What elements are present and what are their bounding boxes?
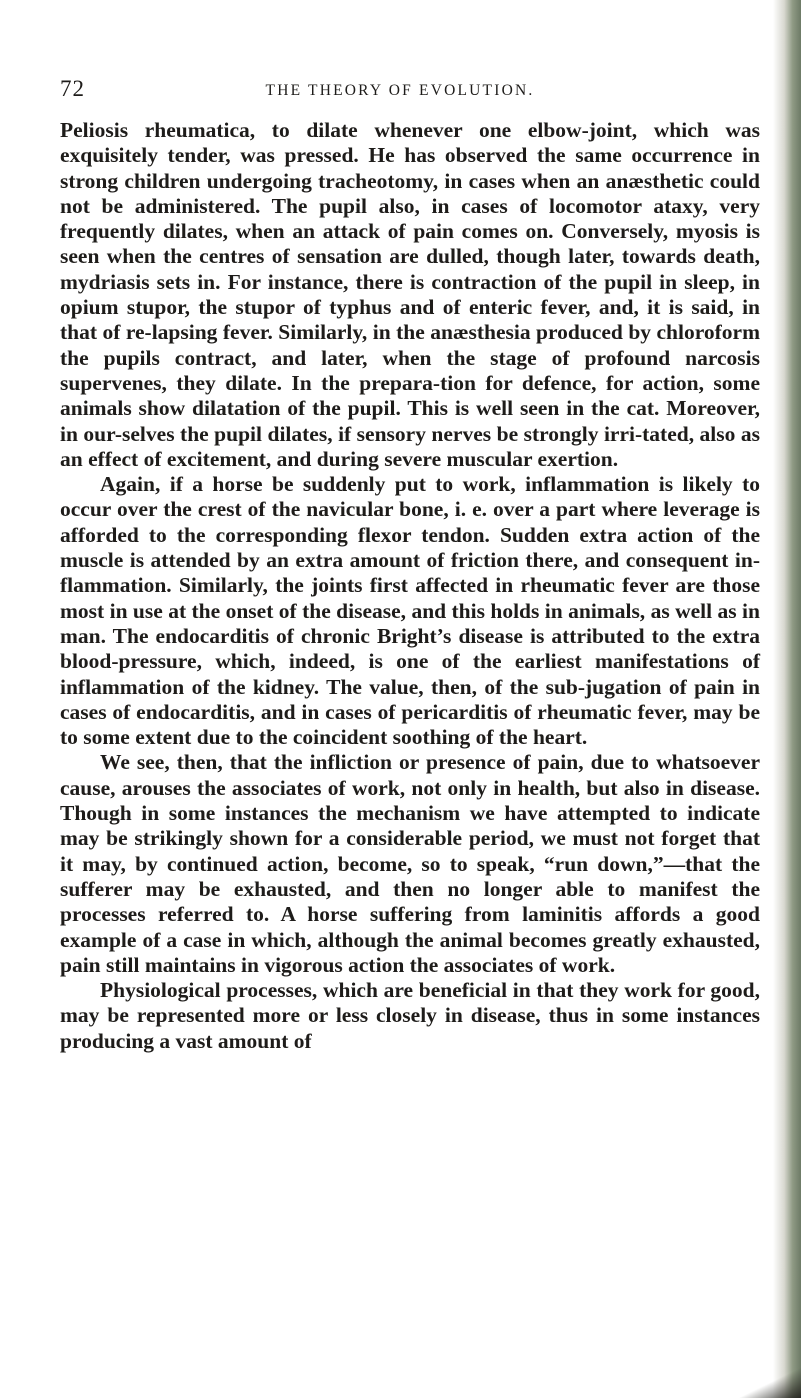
page-number: 72 — [60, 76, 85, 101]
paragraph-2: Again, if a horse be suddenly put to work, inflammation is likely to occur over the crest of the navicular bone, i. e. over a part where leverage is afforded to the corresponding flexor tendon. Sudden extra action of the muscle is attended by an extra amount of friction there, and consequent in-flammation. Similarly, the joints first affected in rheumatic fever are those most in use at the onset of the disease, and this holds in animals, as well as in man. The endocarditis of chronic Bright’s disease is attributed to the extra blood-pressure, which, indeed, is one of the earliest manifestations of inflammation of the kidney. The value, then, of the sub-jugation of pain in cases of endocarditis, and in cases of pericarditis of rheumatic fever, may be to some extent due to the coincident soothing of the heart. — [60, 472, 760, 750]
paragraph-3: We see, then, that the infliction or presence of pain, due to whatsoever cause, arouses the associates of work, not only in health, but also in disease. Though in some instances the mechanism we have attempted to indicate may be strikingly shown for a considerable period, we must not forget that it may, by continued action, become, so to speak, “run down,”—that the sufferer may be exhausted, and then no longer able to manifest the processes referred to. A horse suffering from laminitis affords a good example of a case in which, although the animal becomes greatly exhausted, pain still maintains in vigorous action the associates of work. — [60, 750, 760, 977]
body-text — [60, 118, 760, 1054]
paragraph-1: Peliosis rheumatica, to dilate whenever one elbow-joint, which was exquisitely tender, was pressed. He has observed the same occurrence in strong children undergoing tracheotomy, in cases when an anæsthetic could not be administered. The pupil also, in cases of locomotor ataxy, very frequently dilates, when an attack of pain comes on. Conversely, myosis is seen when the centres of sensation are dulled, though later, towards death, mydriasis sets in. For instance, there is contraction of the pupil in sleep, in opium stupor, the stupor of typhus and of enteric fever, and, it is said, in that of re-lapsing fever. Similarly, in the anæsthesia produced by chloroform the pupils contract, and later, when the stage of profound narcosis supervenes, they dilate. In the prepara-tion for defence, for action, some animals show dilatation of the pupil. This is well seen in the cat. Moreover, in our-selves the pupil dilates, if sensory nerves be strongly irri-tated, also as an effect of excitement, and during severe muscular exertion. — [60, 118, 760, 471]
scanned-page-corner — [731, 1364, 801, 1398]
page-header — [60, 76, 760, 106]
running-head: THE THEORY OF EVOLUTION. — [265, 82, 535, 99]
scanned-page-edge — [773, 0, 801, 1398]
paragraph-4: Physiological processes, which are beneficial in that they work for good, may be represented more or less closely in disease, thus in some instances producing a vast amount of — [60, 978, 760, 1053]
